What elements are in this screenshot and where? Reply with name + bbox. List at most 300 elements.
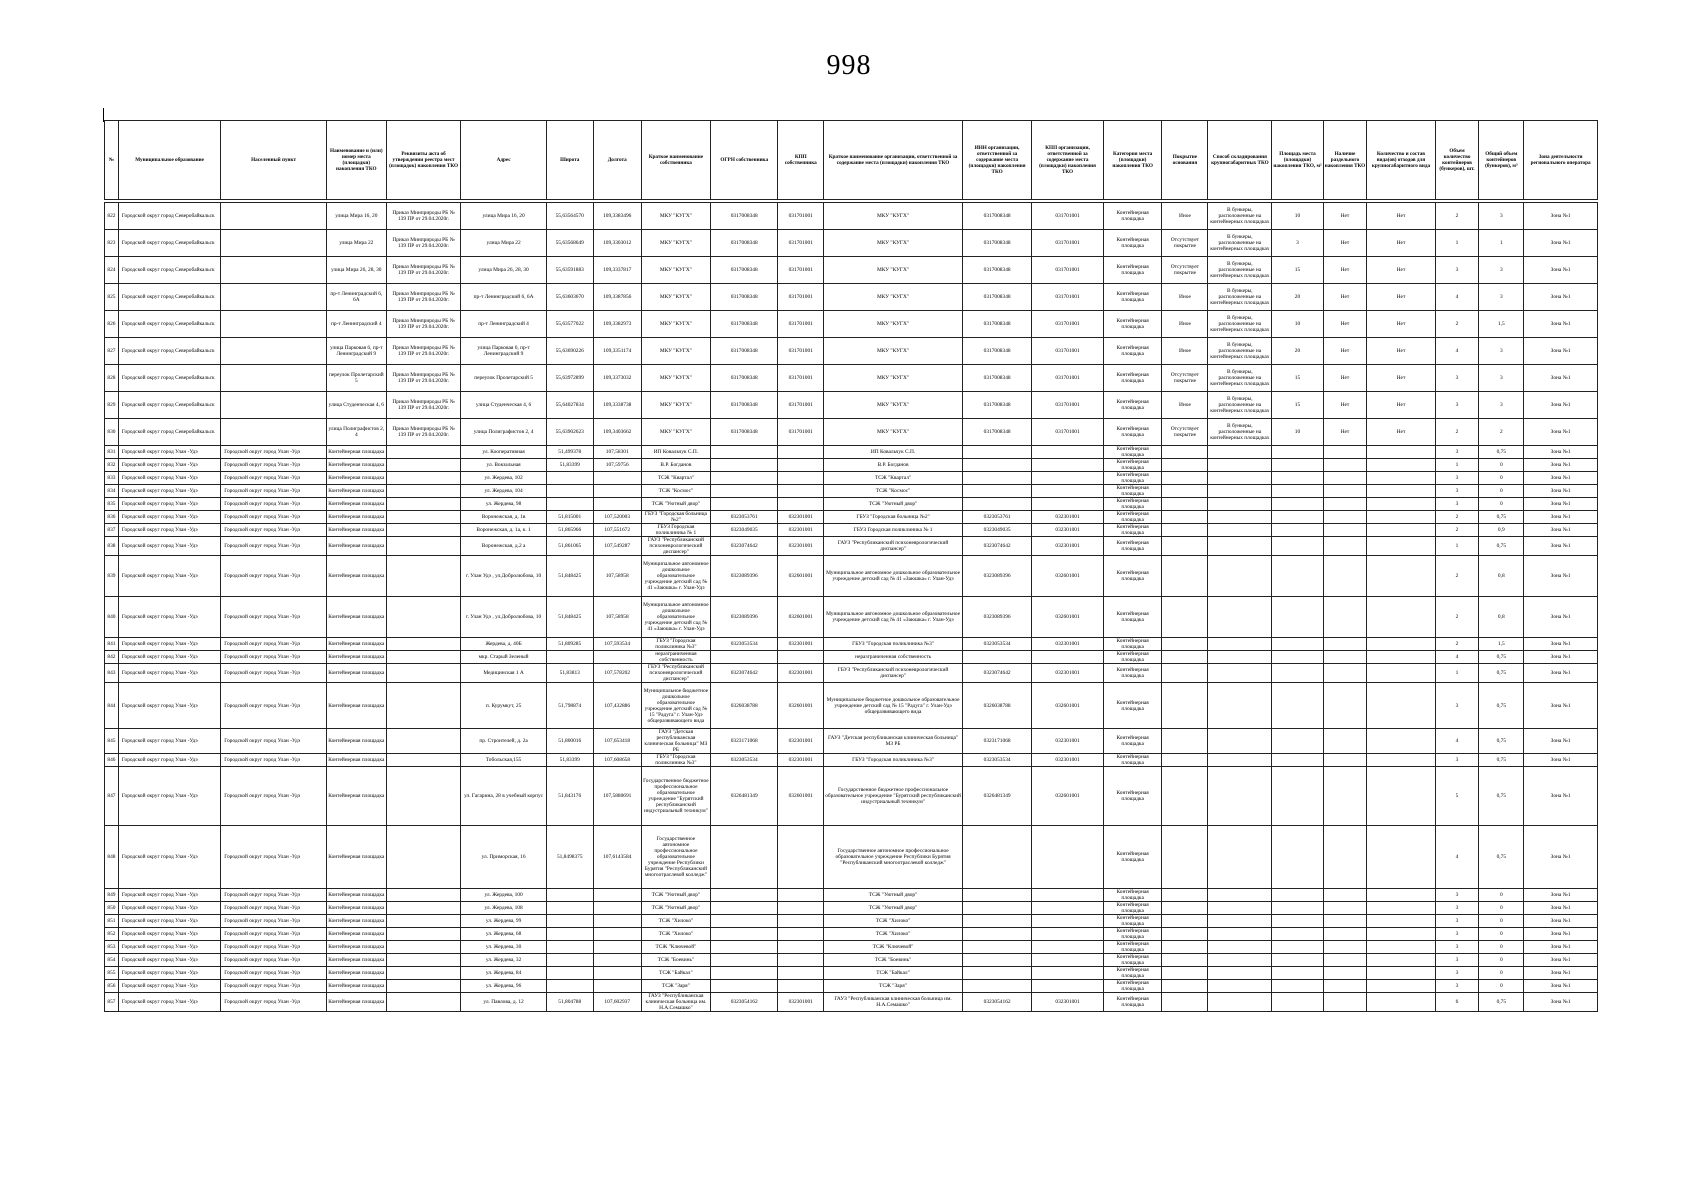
- cell-no: 824: [105, 257, 119, 284]
- cell-vol: 0,9: [1479, 524, 1524, 537]
- cell-kpp: [778, 915, 824, 928]
- cell-ogrn: 0317008348: [711, 203, 778, 230]
- cell-cat: Контейнерная площадка: [1103, 754, 1162, 767]
- cell-cat: Контейнерная площадка: [1103, 941, 1162, 954]
- cell-kgo: [1208, 683, 1272, 729]
- tko-registry-table: [104, 120, 1598, 1012]
- cell-kgo: [1208, 524, 1272, 537]
- cell-ogrn: 0323049035: [711, 524, 778, 537]
- cell-org: ТСЖ "Ключевой": [824, 941, 963, 954]
- cell-inn: 0317008348: [962, 284, 1031, 311]
- cell-np: Городской округ город Улан -Удэ: [221, 472, 327, 485]
- cell-area: [1272, 537, 1323, 556]
- cell-cnt: 1: [1435, 664, 1479, 683]
- table-row: [105, 664, 1598, 683]
- cell-mo: Городской округ город Улан -Удэ: [118, 902, 220, 915]
- cell-mo: Городской округ город Улан -Удэ: [118, 597, 220, 638]
- table-row: [105, 472, 1598, 485]
- cell-mo: Городской округ город Улан -Удэ: [118, 928, 220, 941]
- cell-kpp: 032301001: [778, 511, 824, 524]
- cell-org: ТСЖ "Уютный двор": [824, 498, 963, 511]
- cell-lon: [593, 902, 641, 915]
- column-header: Объем количество контейнеров (бункеров), шт.: [1435, 121, 1479, 200]
- cell-name: Контейнерная площадка: [326, 511, 386, 524]
- cell-cnt: 2: [1435, 524, 1479, 537]
- cell-owner: В.Р. Богданов: [641, 459, 710, 472]
- cell-addr: пр. Строителей, д. 2а: [461, 729, 546, 754]
- cell-vol: 0: [1479, 889, 1524, 902]
- cell-inn: 0323049035: [962, 524, 1031, 537]
- cell-inn: 0326038788: [962, 683, 1031, 729]
- cell-lon: [593, 915, 641, 928]
- cell-okpp: [1032, 472, 1104, 485]
- cell-owner: Государственное бюджетное профессиональное образовательное учреждение "Бурятский республиканский индустриальный техникум": [641, 767, 710, 826]
- cell-inn: 0317008348: [962, 365, 1031, 392]
- cell-ogrn: 0317008348: [711, 365, 778, 392]
- cell-ogrn: [711, 928, 778, 941]
- cell-vol: 3: [1479, 365, 1524, 392]
- cell-zone: Зона №1: [1524, 446, 1598, 459]
- cell-kgo: [1208, 954, 1272, 967]
- cell-no: 856: [105, 980, 119, 993]
- cell-kgo: В бункеры, расположенные на контейнерных площадках: [1208, 365, 1272, 392]
- cell-org: МКУ "КУГХ": [824, 230, 963, 257]
- cell-area: [1272, 485, 1323, 498]
- cell-org: ГБУЗ "Городская больница №2": [824, 511, 963, 524]
- cell-lat: 51,848425: [546, 597, 593, 638]
- table-row: [105, 651, 1598, 664]
- cell-lat: 55,63577022: [546, 311, 593, 338]
- cell-area: 20: [1272, 284, 1323, 311]
- cell-np: Городской округ город Улан -Удэ: [221, 980, 327, 993]
- cell-no: 835: [105, 498, 119, 511]
- cell-kpp: [778, 967, 824, 980]
- cell-zone: Зона №1: [1524, 826, 1598, 889]
- cell-zone: Зона №1: [1524, 638, 1598, 651]
- table-row: [105, 524, 1598, 537]
- cell-act: [386, 928, 461, 941]
- cell-name: Контейнерная площадка: [326, 954, 386, 967]
- cell-org: ТСЖ "Боевинь": [824, 954, 963, 967]
- cell-kgo: [1208, 459, 1272, 472]
- cell-cnt: 3: [1435, 365, 1479, 392]
- cell-kgv: [1367, 597, 1435, 638]
- cell-cover: [1162, 446, 1208, 459]
- cell-vol: 0: [1479, 941, 1524, 954]
- cell-act: [386, 980, 461, 993]
- cell-cat: Контейнерная площадка: [1103, 524, 1162, 537]
- cell-addr: ул. Вокзальная: [461, 459, 546, 472]
- cell-owner: Государственное автономное профессиональное образовательное учреждение Республики Бурятия "Республиканский многоотраслевой колледж": [641, 826, 710, 889]
- cell-vol: 0: [1479, 459, 1524, 472]
- cell-act: Приказ Минприроды РБ № 139 ПР от 29.04.2020г.: [386, 338, 461, 365]
- cell-no: 828: [105, 365, 119, 392]
- cell-cover: Иное: [1162, 392, 1208, 419]
- cell-lon: [593, 928, 641, 941]
- cell-mo: Городской округ город Улан -Удэ: [118, 980, 220, 993]
- cell-mo: Городской округ город Северобайкальск: [118, 257, 220, 284]
- cell-lon: [593, 941, 641, 954]
- cell-org: МКУ "КУГХ": [824, 257, 963, 284]
- cell-vol: 1,5: [1479, 638, 1524, 651]
- cell-okpp: [1032, 498, 1104, 511]
- cell-lat: 51,8498375: [546, 826, 593, 889]
- table-body: [105, 200, 1598, 1012]
- cell-sep: [1323, 941, 1367, 954]
- cell-np: Городской округ город Улан -Удэ: [221, 446, 327, 459]
- cell-cat: Контейнерная площадка: [1103, 597, 1162, 638]
- cell-act: [386, 472, 461, 485]
- cell-vol: 0,75: [1479, 537, 1524, 556]
- cell-vol: 3: [1479, 257, 1524, 284]
- cell-kpp: 032601001: [778, 597, 824, 638]
- cell-zone: Зона №1: [1524, 311, 1598, 338]
- cell-lat: [546, 472, 593, 485]
- cell-zone: Зона №1: [1524, 392, 1598, 419]
- cell-cnt: 2: [1435, 203, 1479, 230]
- cell-vol: 0: [1479, 485, 1524, 498]
- cell-lat: [546, 498, 593, 511]
- cell-okpp: [1032, 902, 1104, 915]
- cell-act: [386, 651, 461, 664]
- cell-cat: Контейнерная площадка: [1103, 889, 1162, 902]
- cell-zone: Зона №1: [1524, 365, 1598, 392]
- cell-lon: 107,58301: [593, 446, 641, 459]
- cell-addr: г. Улан Удэ , ул.Добролюбова, 10: [461, 597, 546, 638]
- cell-org: В.Р. Богданов: [824, 459, 963, 472]
- cell-kpp: [778, 902, 824, 915]
- cell-vol: 0,75: [1479, 993, 1524, 1012]
- cell-kpp: [778, 459, 824, 472]
- cell-cat: Контейнерная площадка: [1103, 230, 1162, 257]
- cell-owner: ГБУЗ "Городская поликлиника №3": [641, 754, 710, 767]
- cell-addr: ул. Жердева, 108: [461, 902, 546, 915]
- cell-area: [1272, 446, 1323, 459]
- cell-org: Муниципальное автономное дошкольное образовательное учреждение детский сад № 41 «Заюшка» г. Улан-Удэ: [824, 597, 963, 638]
- cell-np: Городской округ город Улан -Удэ: [221, 485, 327, 498]
- cell-zone: Зона №1: [1524, 651, 1598, 664]
- cell-lon: [593, 485, 641, 498]
- cell-kgv: [1367, 485, 1435, 498]
- table-row: [105, 230, 1598, 257]
- cell-np: [221, 392, 327, 419]
- cell-okpp: 032301001: [1032, 729, 1104, 754]
- cell-cnt: 3: [1435, 257, 1479, 284]
- cell-okpp: 031701001: [1032, 257, 1104, 284]
- cell-ogrn: 0317008348: [711, 338, 778, 365]
- cell-cat: Контейнерная площадка: [1103, 498, 1162, 511]
- cell-area: [1272, 498, 1323, 511]
- cell-sep: Нет: [1323, 284, 1367, 311]
- cell-cat: Контейнерная площадка: [1103, 459, 1162, 472]
- cell-vol: 0: [1479, 915, 1524, 928]
- cell-act: Приказ Минприроды РБ № 139 ПР от 29.04.2020г.: [386, 257, 461, 284]
- cell-area: [1272, 889, 1323, 902]
- cell-lon: 107,578202: [593, 664, 641, 683]
- cell-area: [1272, 459, 1323, 472]
- cell-no: 845: [105, 729, 119, 754]
- cell-kgo: [1208, 928, 1272, 941]
- cell-mo: Городской округ город Улан -Удэ: [118, 485, 220, 498]
- cell-kgv: Нет: [1367, 230, 1435, 257]
- column-header: Муниципальное образование: [118, 121, 220, 200]
- cell-addr: п. Курумкут, 25: [461, 683, 546, 729]
- cell-np: Городской округ город Улан -Удэ: [221, 459, 327, 472]
- cell-name: Контейнерная площадка: [326, 556, 386, 597]
- cell-owner: ТСЖ "Хилоко": [641, 928, 710, 941]
- cell-kgv: Нет: [1367, 284, 1435, 311]
- cell-cat: Контейнерная площадка: [1103, 365, 1162, 392]
- cell-addr: Медицинская 1 А: [461, 664, 546, 683]
- cell-np: [221, 311, 327, 338]
- cell-okpp: 032301001: [1032, 754, 1104, 767]
- table-row: [105, 638, 1598, 651]
- cell-area: [1272, 967, 1323, 980]
- cell-ogrn: 0323171068: [711, 729, 778, 754]
- column-header: Населенный пункт: [221, 121, 327, 200]
- cell-owner: ТСЖ "Боевинь": [641, 954, 710, 967]
- cell-mo: Городской округ город Северобайкальск: [118, 203, 220, 230]
- cell-act: [386, 597, 461, 638]
- cell-owner: ТСЖ "Квартал": [641, 472, 710, 485]
- cell-vol: 0: [1479, 928, 1524, 941]
- cell-vol: 0,75: [1479, 826, 1524, 889]
- cell-okpp: [1032, 651, 1104, 664]
- cell-lon: 109,3387856: [593, 284, 641, 311]
- cell-zone: Зона №1: [1524, 498, 1598, 511]
- cell-area: [1272, 993, 1323, 1012]
- cell-cover: [1162, 683, 1208, 729]
- cell-sep: Нет: [1323, 365, 1367, 392]
- cell-kpp: [778, 446, 824, 459]
- cell-area: 10: [1272, 311, 1323, 338]
- cell-no: 852: [105, 928, 119, 941]
- column-header: КПП собственника: [778, 121, 824, 200]
- cell-kpp: [778, 826, 824, 889]
- cell-cat: Контейнерная площадка: [1103, 928, 1162, 941]
- cell-vol: 0: [1479, 498, 1524, 511]
- cell-act: Приказ Минприроды РБ № 139 ПР от 29.04.2020г.: [386, 365, 461, 392]
- cell-np: Городской округ город Улан -Удэ: [221, 902, 327, 915]
- cell-vol: 3: [1479, 203, 1524, 230]
- cell-np: [221, 257, 327, 284]
- cell-name: улица Мира 22: [326, 230, 386, 257]
- cell-okpp: [1032, 967, 1104, 980]
- cell-kgv: Нет: [1367, 311, 1435, 338]
- column-header: Краткое наименование собственника: [641, 121, 710, 200]
- cell-mo: Городской округ город Северобайкальск: [118, 392, 220, 419]
- cell-name: Контейнерная площадка: [326, 524, 386, 537]
- column-header: ОГРН собственника: [711, 121, 778, 200]
- cell-kgv: Нет: [1367, 203, 1435, 230]
- table-row: [105, 284, 1598, 311]
- cell-kgo: [1208, 967, 1272, 980]
- cell-owner: неразграниченная собственность: [641, 651, 710, 664]
- cell-kgo: [1208, 556, 1272, 597]
- cell-ogrn: 0323053761: [711, 511, 778, 524]
- cell-cnt: 4: [1435, 826, 1479, 889]
- cell-cover: Отсутствует покрытие: [1162, 257, 1208, 284]
- cell-kgo: В бункеры, расположенные на контейнерных площадках: [1208, 203, 1272, 230]
- cell-addr: пр-т Ленинградский 4: [461, 311, 546, 338]
- cell-kgv: [1367, 754, 1435, 767]
- cell-mo: Городской округ город Улан -Удэ: [118, 651, 220, 664]
- cell-lon: 107,59756: [593, 459, 641, 472]
- cell-area: [1272, 638, 1323, 651]
- table-row: [105, 902, 1598, 915]
- cell-vol: 0: [1479, 472, 1524, 485]
- cell-lat: [546, 941, 593, 954]
- cell-lat: 51,499378: [546, 446, 593, 459]
- cell-no: 850: [105, 902, 119, 915]
- cell-vol: 0,75: [1479, 664, 1524, 683]
- cell-name: Контейнерная площадка: [326, 537, 386, 556]
- table-row: [105, 446, 1598, 459]
- cell-lat: 51,798874: [546, 683, 593, 729]
- cell-cat: Контейнерная площадка: [1103, 729, 1162, 754]
- cell-kgv: [1367, 446, 1435, 459]
- cell-mo: Городской округ город Северобайкальск: [118, 419, 220, 446]
- cell-kgo: В бункеры, расположенные на контейнерных площадках: [1208, 419, 1272, 446]
- cell-addr: г. Улан Удэ , ул.Добролюбова, 10: [461, 556, 546, 597]
- cell-org: МКУ "КУГХ": [824, 392, 963, 419]
- cell-cnt: 3: [1435, 915, 1479, 928]
- cell-np: [221, 230, 327, 257]
- cell-inn: [962, 941, 1031, 954]
- cell-inn: 0317008348: [962, 257, 1031, 284]
- column-header: Адрес: [461, 121, 546, 200]
- cell-sep: Нет: [1323, 392, 1367, 419]
- column-header: Наименование и (или) номер места (площадки) накопления ТКО: [326, 121, 386, 200]
- cell-zone: Зона №1: [1524, 941, 1598, 954]
- cell-ogrn: [711, 954, 778, 967]
- cell-vol: 3: [1479, 338, 1524, 365]
- cell-org: Муниципальное бюджетное дошкольное образовательное учреждение детский сад № 15 "Радуга" г. Улан-Удэ общеразвивающего вида: [824, 683, 963, 729]
- cell-addr: ул. Жердева, 30: [461, 941, 546, 954]
- cell-name: Контейнерная площадка: [326, 967, 386, 980]
- cell-act: [386, 767, 461, 826]
- cell-lon: 109,3382973: [593, 311, 641, 338]
- cell-mo: Городской округ город Улан -Удэ: [118, 683, 220, 729]
- cell-cover: [1162, 954, 1208, 967]
- cell-sep: [1323, 664, 1367, 683]
- cell-cover: [1162, 767, 1208, 826]
- cell-no: 840: [105, 597, 119, 638]
- cell-name: Контейнерная площадка: [326, 993, 386, 1012]
- cell-act: [386, 889, 461, 902]
- cell-zone: Зона №1: [1524, 203, 1598, 230]
- cell-act: [386, 826, 461, 889]
- cell-inn: [962, 651, 1031, 664]
- header-row: [105, 121, 1598, 200]
- cell-kgv: [1367, 889, 1435, 902]
- cell-org: ТСЖ "Уютный двор": [824, 902, 963, 915]
- cell-okpp: 032301001: [1032, 511, 1104, 524]
- cell-area: [1272, 954, 1323, 967]
- cell-lat: [546, 915, 593, 928]
- cell-name: Контейнерная площадка: [326, 597, 386, 638]
- cell-cnt: 2: [1435, 311, 1479, 338]
- column-header: Покрытие основания: [1162, 121, 1208, 200]
- cell-cover: [1162, 651, 1208, 664]
- cell-no: 853: [105, 941, 119, 954]
- cell-inn: 0317008348: [962, 230, 1031, 257]
- cell-owner: Муниципальное бюджетное дошкольное образовательное учреждение детский сад № 15 "Радуга" г. Улан-Удэ общеразвивающего вида: [641, 683, 710, 729]
- cell-addr: ул. Жердева, 84: [461, 967, 546, 980]
- cell-name: Контейнерная площадка: [326, 928, 386, 941]
- table-row: [105, 311, 1598, 338]
- cell-no: 822: [105, 203, 119, 230]
- table-row: [105, 889, 1598, 902]
- cell-no: 832: [105, 459, 119, 472]
- cell-kpp: 032601001: [778, 683, 824, 729]
- cell-zone: Зона №1: [1524, 915, 1598, 928]
- cell-kpp: [778, 498, 824, 511]
- table-row: [105, 954, 1598, 967]
- cell-cover: [1162, 485, 1208, 498]
- cell-kgo: В бункеры, расположенные на контейнерных площадках: [1208, 338, 1272, 365]
- cell-owner: ТСЖ "Хилоко": [641, 915, 710, 928]
- cell-name: Контейнерная площадка: [326, 915, 386, 928]
- cell-cnt: 3: [1435, 889, 1479, 902]
- cell-np: Городской округ город Улан -Удэ: [221, 597, 327, 638]
- cell-mo: Городской округ город Улан -Удэ: [118, 889, 220, 902]
- cell-kgv: Нет: [1367, 257, 1435, 284]
- cell-owner: МКУ "КУГХ": [641, 284, 710, 311]
- table-row: [105, 556, 1598, 597]
- cell-cover: [1162, 980, 1208, 993]
- cell-no: 825: [105, 284, 119, 311]
- cell-no: 842: [105, 651, 119, 664]
- cell-kgo: [1208, 754, 1272, 767]
- cell-name: Контейнерная площадка: [326, 485, 386, 498]
- cell-kgv: [1367, 993, 1435, 1012]
- table-row: [105, 459, 1598, 472]
- cell-cnt: 4: [1435, 729, 1479, 754]
- cell-inn: 0317008348: [962, 311, 1031, 338]
- cell-no: 837: [105, 524, 119, 537]
- cell-org: Муниципальное автономное дошкольное образовательное учреждение детский сад № 41 «Заюшка» г. Улан-Удэ: [824, 556, 963, 597]
- cell-cover: [1162, 889, 1208, 902]
- table-row: [105, 754, 1598, 767]
- cell-no: 830: [105, 419, 119, 446]
- cell-inn: 0323171068: [962, 729, 1031, 754]
- cell-lat: 51,848425: [546, 556, 593, 597]
- cell-owner: ГАУЗ "Республиканская клиническая больница им. Н.А.Семашко": [641, 993, 710, 1012]
- cell-addr: ул. Жердева, 68: [461, 928, 546, 941]
- cell-ogrn: [711, 902, 778, 915]
- cell-mo: Городской округ город Улан -Удэ: [118, 446, 220, 459]
- cell-cnt: 5: [1435, 767, 1479, 826]
- cell-area: [1272, 556, 1323, 597]
- cell-np: Городской округ город Улан -Удэ: [221, 767, 327, 826]
- cell-vol: 1: [1479, 230, 1524, 257]
- cell-kgo: В бункеры, расположенные на контейнерных площадках: [1208, 257, 1272, 284]
- cell-kpp: 032301001: [778, 537, 824, 556]
- cell-no: 854: [105, 954, 119, 967]
- cell-sep: [1323, 651, 1367, 664]
- cell-cnt: 3: [1435, 754, 1479, 767]
- cell-owner: ГБУЗ "Республиканский психоневрологический диспансер": [641, 664, 710, 683]
- cell-cover: [1162, 729, 1208, 754]
- cell-kgo: [1208, 498, 1272, 511]
- cell-lat: 55,63603670: [546, 284, 593, 311]
- cell-lon: 109,3337817: [593, 257, 641, 284]
- cell-area: 20: [1272, 338, 1323, 365]
- table-row: [105, 826, 1598, 889]
- cell-act: [386, 967, 461, 980]
- cell-lon: 109,3338738: [593, 392, 641, 419]
